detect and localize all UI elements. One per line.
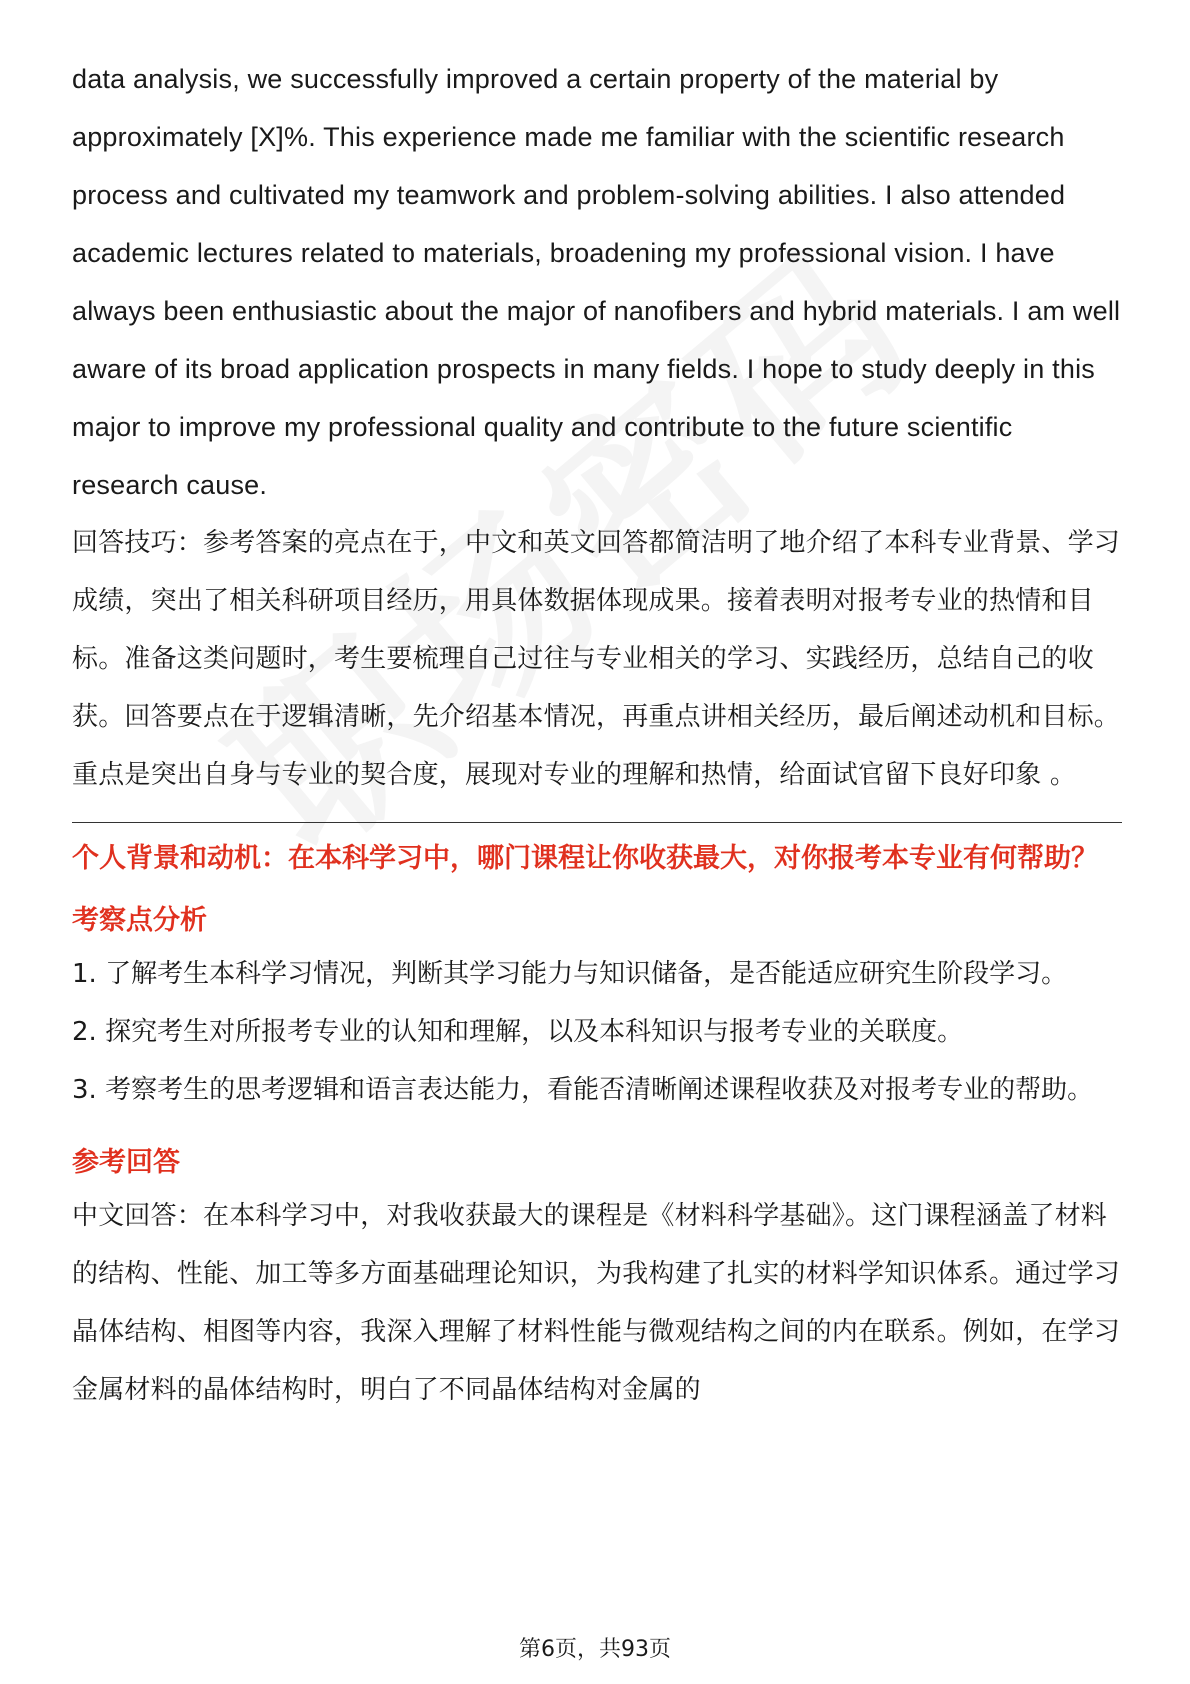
analysis-heading: 考察点分析	[72, 905, 207, 936]
analysis-item-2: 2. 探究考生对所报考专业的认知和理解，以及本科知识与报考专业的关联度。	[72, 1017, 964, 1047]
analysis-item-1: 1. 了解考生本科学习情况，判断其学习能力与知识储备，是否能适应研究生阶段学习。	[72, 959, 1068, 989]
question-heading: 个人背景和动机：在本科学习中，哪门课程让你收获最大，对你报考本专业有何帮助？	[72, 843, 1098, 874]
reference-heading: 参考回答	[72, 1147, 180, 1178]
section-divider	[72, 822, 1122, 823]
chinese-answer: 中文回答：在本科学习中，对我收获最大的课程是《材料科学基础》。这门课程涵盖了材料的结构、性能、加工等多方面基础理论知识，为我构建了扎实的材料学知识体系。通过学习晶体结构、相图等内容，我深入理解了材料性能与微观结构之间的内在联系。例如，在学习金属材料的晶体结构时，明白了不同晶体结构对金属的	[72, 1201, 1121, 1405]
answer-tip: 回答技巧：参考答案的亮点在于，中文和英文回答都简洁明了地介绍了本科专业背景、学习成绩，突出了相关科研项目经历，用具体数据体现成果。接着表明对报考专业的热情和目标。准备这类问题时，考生要梳理自己过往与专业相关的学习、实践经历，总结自己的收获。回答要点在于逻辑清晰，先介绍基本情况，再重点讲相关经历，最后阐述动机和目标。重点是突出自身与专业的契合度，展现对专业的理解和热情，给面试官留下良好印象 。	[72, 528, 1121, 790]
document-page	[72, 50, 1122, 1419]
english-answer-continuation: data analysis, we successfully improved a certain property of the material by approximately [X]%. This experience made me familiar with the scientific research process and cultivated my teamwork and problem-solving abilities. I also attended academic lectures related to materials, broadening my professional vision. I have always been enthusiastic about the major of nanofibers and hybrid materials. I am well aware of its broad application prospects in many fields. I hope to study deeply in this major to improve my professional quality and contribute to the future scientific research cause.	[72, 64, 1121, 500]
analysis-item-3: 3. 考察考生的思考逻辑和语言表达能力，看能否清晰阐述课程收获及对报考专业的帮助。	[72, 1075, 1094, 1105]
page-number: 第6页，共93页	[519, 1637, 671, 1662]
